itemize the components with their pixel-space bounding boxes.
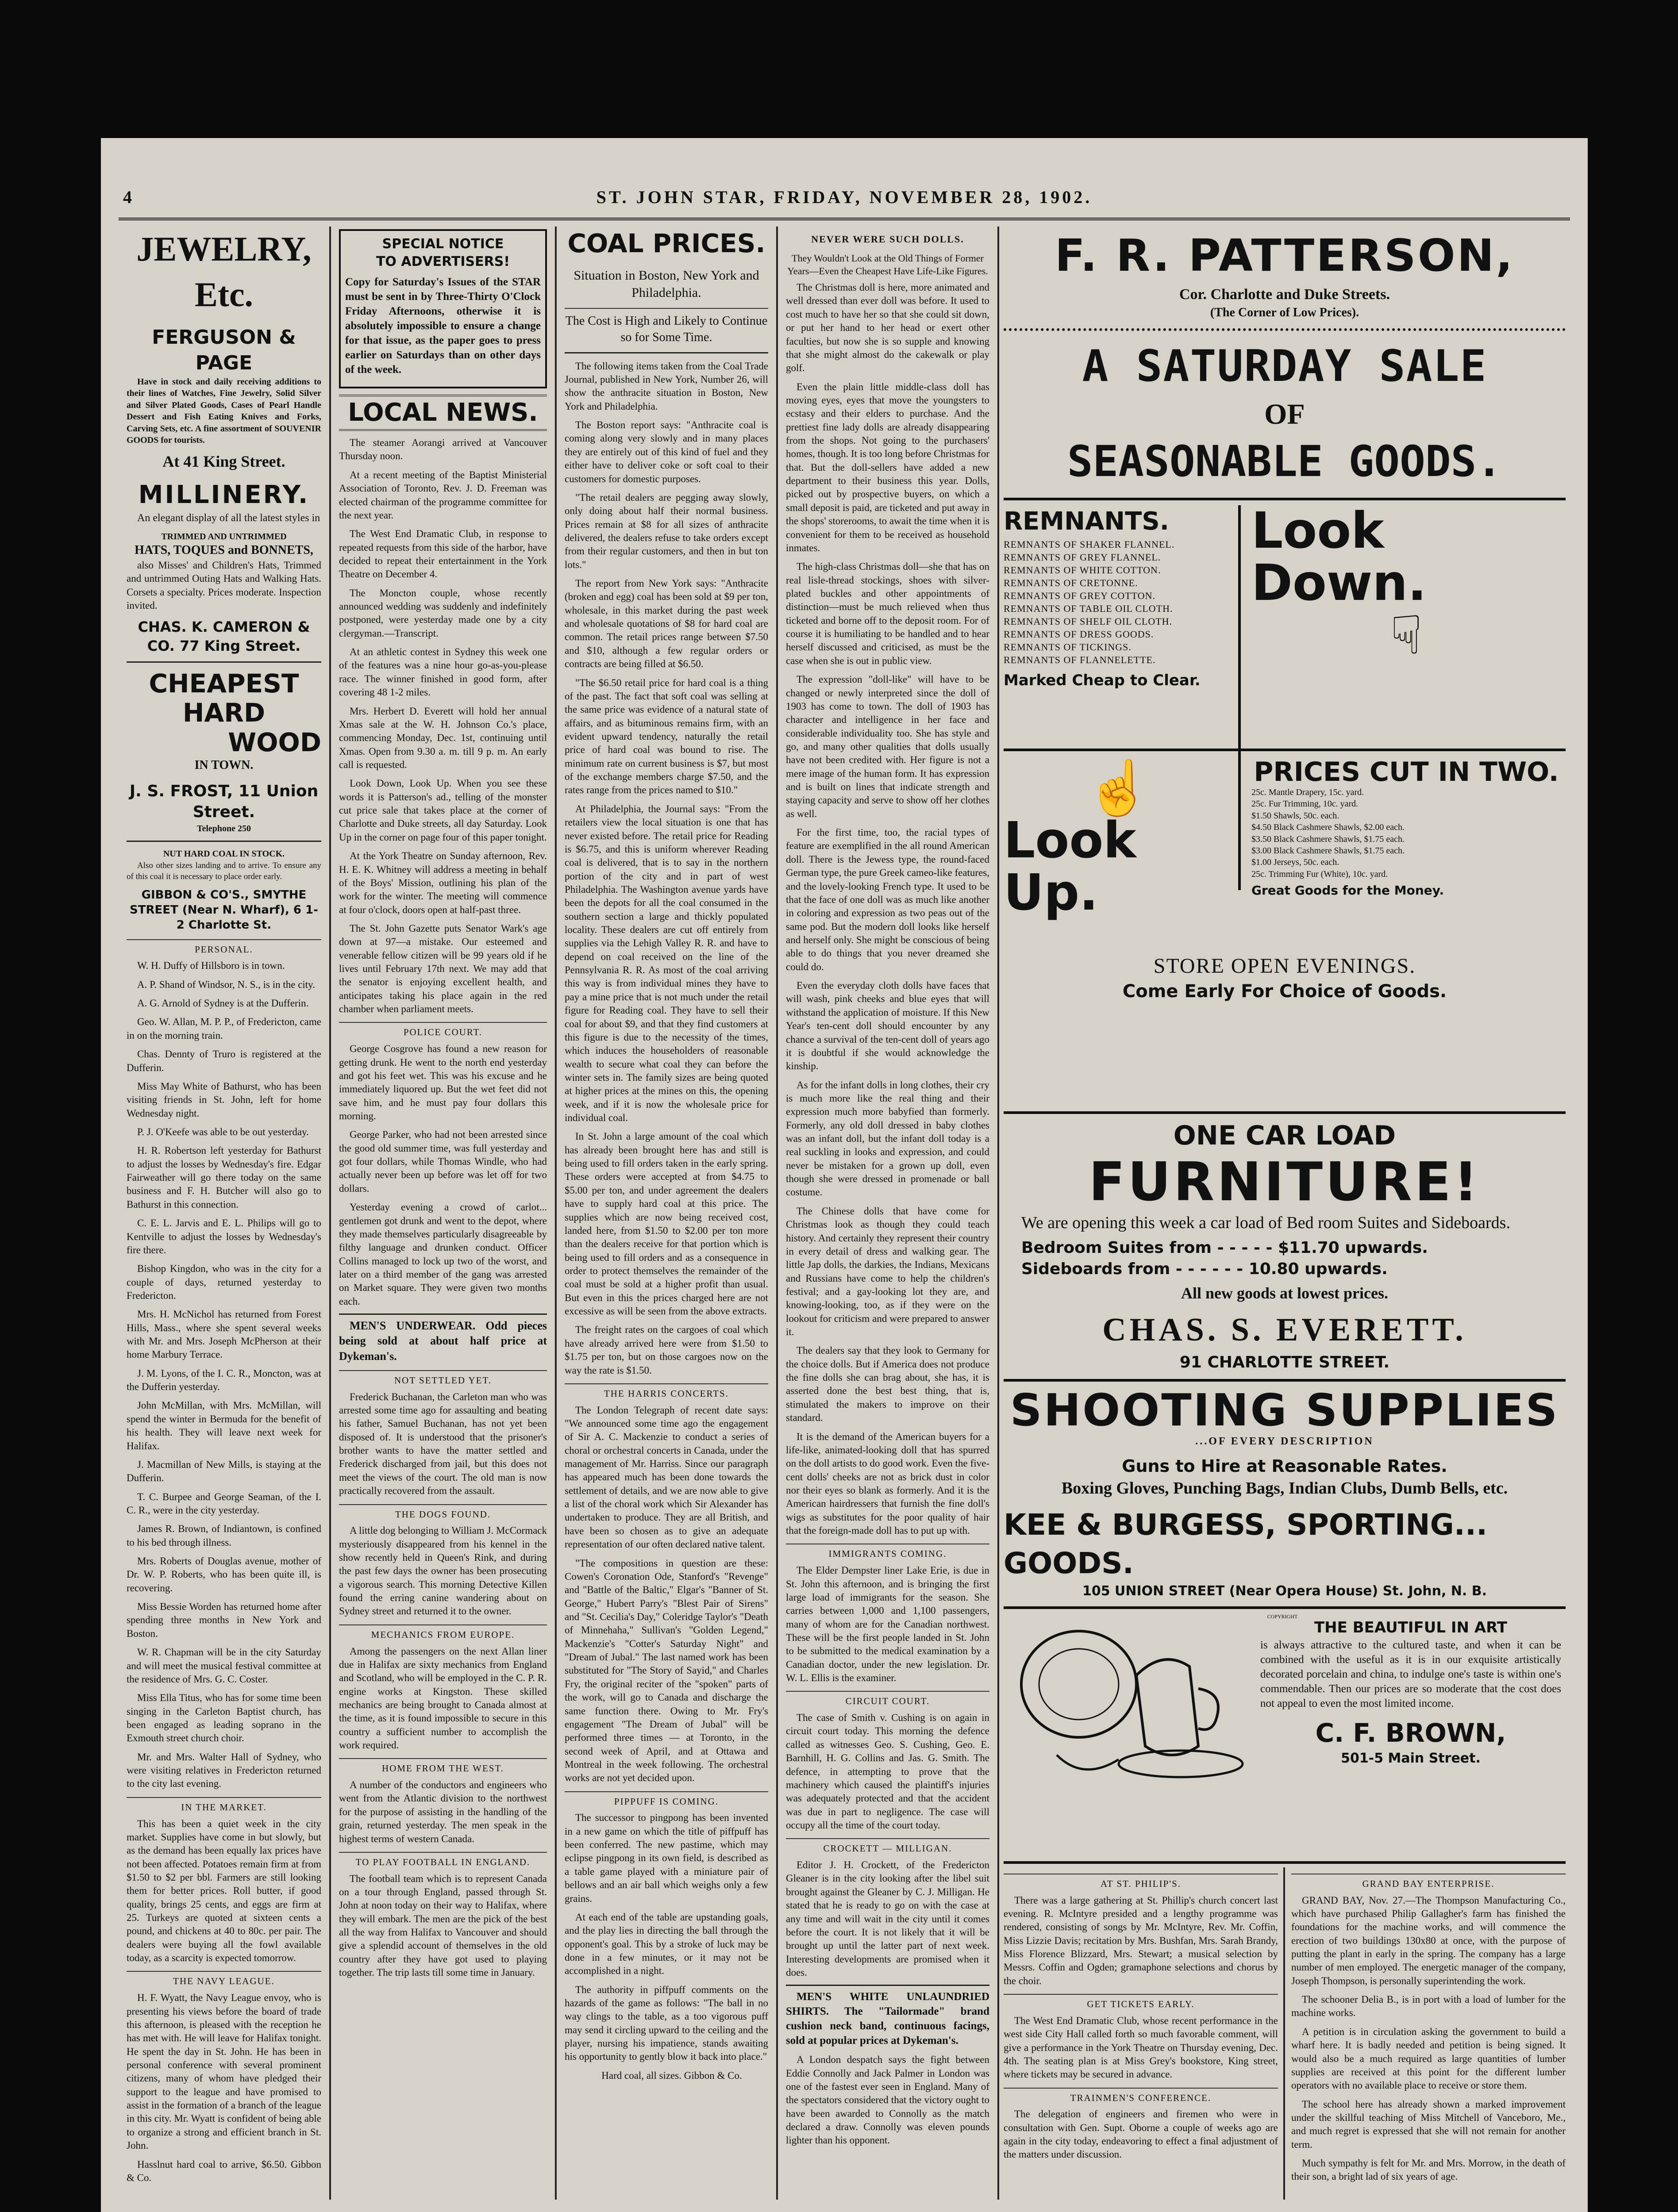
remnant-item: REMNANTS OF WHITE COTTON. <box>1004 564 1161 576</box>
coal-prices-sub-2: The Cost is High and Likely to Continue so for Some Time. <box>565 308 768 346</box>
personal-item: H. R. Robertson left yesterday for Bathurst to adjust the losses by Wednesday's fire. Edgar Fairweather will go there today on the same business and F. H. Butcher will also go to Bathurst in this connection. <box>127 1145 321 1210</box>
wood-ad-4: IN TOWN. <box>194 758 254 772</box>
kee-address: 105 UNION STREET (Near Opera House) St. John, N. B. <box>1082 1583 1487 1599</box>
personal-item: John McMillan, with Mrs. McMillan, will spend the winter in Bermuda for the benefit of his health. They will leave next week for Halifax. <box>127 1400 321 1452</box>
navy-heading: THE NAVY LEAGUE. <box>127 1971 321 1988</box>
local-item: Mrs. Herbert D. Everett will hold her annual Xmas sale at the W. H. Johnson Co.'s place, commencing Monday, Dec. 1st, continuing until Xmas. Open from 9.30 a. m. till 9 p. m. An early call is requested. <box>339 705 547 770</box>
pointing-hand-down-icon: ☟ <box>1390 606 1423 665</box>
special-notice-text: Copy for Saturday's Issues of the STAR must be sent in by Three-Thirty O'Clock Friday Afternoons, otherwise it is absolutely impossible to ensure a change for that issue, as the paper goes to press earlier on Saturdays than on other days of the week. <box>345 276 541 376</box>
jewelry-heading: JEWELRY, Etc. <box>136 230 312 314</box>
look-up-text: Look Up. <box>1004 812 1136 922</box>
look-down-block <box>1251 502 1561 665</box>
gibbon-small: Hasslnut hard coal to arrive, $6.50. Gibbon & Co. <box>127 2158 321 2183</box>
personal-item: Bishop Kingdon, who was in the city for a couple of days, returned yesterday to Fredericton. <box>127 1263 321 1301</box>
dolls-subheading: They Wouldn't Look at the Old Things of Former Years—Even the Cheapest Have Life-Like Figures. <box>787 253 988 277</box>
mechanics-heading: MECHANICS FROM EUROPE. <box>339 1624 547 1641</box>
kee-burgess: KEE & BURGESS, SPORTING... GOODS. <box>1004 1508 1488 1581</box>
personal-item: James R. Brown, of Indiantown, is confined to his bed through illness. <box>127 1523 321 1548</box>
remnants-block <box>1004 505 1234 691</box>
column-1 <box>119 227 331 2200</box>
remnant-item: REMNANTS OF GREY FLANNEL. <box>1004 551 1161 563</box>
prices-cut-heading: PRICES CUT IN TWO. <box>1254 757 1559 787</box>
dolls-paragraph: It is the demand of the American buyers for a life-like, animated-looking doll that has spurred on the doll artists to do good work. Even the five-cent dolls' cheeks are not as brick dust in color nor their eyes so blank as formerly. And it is the American hairdressers that furnish the fine doll's wigs as substitutes for the poor quality of hair that the foreign-made doll has to put up with. <box>786 1431 989 1536</box>
newspaper-page <box>101 138 1588 2212</box>
immigrants-text: The Elder Dempster liner Lake Erie, is due in St. John this afternoon, and is bringing the first large load of immigrants for the season. She carries between 1,000 and 1,100 passengers, many of whom are for the Canadian northwest. These will be the first people landed in St. John to be submitted to the medical examination by a Canadian doctor, under the new legislation. Dr. W. L. Ellis is the examiner. <box>786 1565 989 1684</box>
dolls-paragraph: The dealers say that they look to Germany for the choice dolls. But if America does not produce the fine dolls she can brag about, she has, it is asserted done the best best thing, that is, stimulated the makers to improve on their standard. <box>786 1345 989 1424</box>
copyright-mark: COPYRIGHT <box>1267 1613 1298 1620</box>
remnant-item: REMNANTS OF TABLE OIL CLOTH. <box>1004 603 1173 614</box>
shooting-sub: ...OF EVERY DESCRIPTION <box>1195 1436 1374 1448</box>
column-3 <box>557 227 778 2200</box>
car-load: ONE CAR LOAD <box>1173 1120 1396 1151</box>
dolls-paragraph: The expression "doll-like" will have to be changed or newly interpreted since the doll of 1903 has come to town. The doll of 1903 has character and intelligence in her face and considerable individuality too. She has style and go, and many other qualities that dolls usually have not been credited with. Her figure is not a mere image of the human form. It has expression and is built on lines that indicate strength and staying capacity and serve to show off her clothes as well. <box>786 674 989 819</box>
local-item: At a recent meeting of the Baptist Ministerial Association of Toronto, Rev. J. D. Freeman was elected chairman of the programme committee for the next year. <box>339 469 547 521</box>
police-item: Yesterday evening a crowd of carlot... gentlemen got drunk and went to the depot, where they made themselves particularly disagreeable by filthy language and drunken conduct. Officer Collins managed to lock up two of the worst, and later on a third member of the gang was arrested on Market square. They were given two months each. <box>339 1202 547 1307</box>
coal-paragraph: The freight rates on the cargoes of coal which have already arrived here were from $1.50 to $1.75 per ton, but on those cargoes now on the way the rate is $1.50. <box>565 1324 768 1376</box>
personal-item: Mrs. H. McNichol has returned from Forest Hills, Mass., where she spent several weeks with Mr. and Mrs. Joseph McPherson at their home Marbury Terrace. <box>127 1309 321 1360</box>
dolls-paragraph: The Chinese dolls that have come for Christmas look as though they could teach history. And certainly they represent their country in every detail of dress and walking gear. The little Jap dolls, the darkies, the Indians, Mexicans and Russians have come to help the children's festival; and a gay-looking lot they are, and knowing-looking, too, as if they were on the lookout for criticism and were prepared to answer it. <box>786 1205 989 1338</box>
wood-ad-3: WOOD <box>228 727 321 758</box>
price-item: $1.00 Jerseys, 50c. each. <box>1251 857 1339 868</box>
navy-text: H. F. Wyatt, the Navy League envoy, who is presenting his views before the board of trade this afternoon, is pleased with the reception he has met with. He will leave for Halifax tonight. He spent the day in St. John. He has been in personal conference with several prominent citizens, many of whom have pledged their support to the league and have promised to assist in the formation of a branch of the league in this city. Mr. Wyatt is confident of being able to organize a strong and efficient branch in St. John. <box>127 1992 321 2151</box>
grandbay-paragraph: A petition is in circulation asking the government to build a wharf here. It is badly needed and petition is being signed. It would also be a much required as large quantities of lumber supplies are received at this point for the different lumber operators with no available place to receive or store them. <box>1291 2026 1566 2091</box>
sale-line-2: OF <box>1264 398 1305 431</box>
philips-heading: AT ST. PHILIP'S. <box>1004 1874 1278 1890</box>
grandbay-paragraph: Much sympathy is felt for Mr. and Mrs. Morrow, in the death of their son, a bright lad of six years of age. <box>1291 2158 1566 2182</box>
personal-item: A. P. Shand of Windsor, N. S., is in the city. <box>137 979 315 990</box>
guns-hire: Guns to Hire at Reasonable Rates. <box>1122 1456 1447 1476</box>
china-teapot-icon <box>1004 1613 1251 1790</box>
pippuff-paragraph: The successor to pingpong has been invented in a new game on which the title of piffpuff has been conferred. The new pastime, which may eclipse pingpong in its own field, is described as a table game played with a miniature pair of bellows and an air ball which weighs only a few grains. <box>565 1812 768 1904</box>
patterson-subtitle: (The Corner of Low Prices). <box>1210 305 1359 319</box>
west-heading: HOME FROM THE WEST. <box>339 1758 547 1775</box>
remnants-list <box>1004 538 1234 666</box>
coal-paragraph: In St. John a large amount of the coal which has already been brought here has and still is being used to fill orders taken in the early spring. These orders were accepted at from $4.75 to $5.00 per ton, and under agreement the dealers have to supply hard coal at this price. The supplies which are now being received cost, landed here, from $1.50 to $2.00 per ton more than the dealers receive for that portion which is being used to fill orders and as a consequence in order to protect themselves the remainder of the coal must be sold at a higher profit than usual. But even in this the prices charged here are not excessive as will be seen from the above extracts. <box>565 1131 768 1317</box>
coal-paragraph: At Philadelphia, the Journal says: "From the retailers view the local situation is one that has never existed before. The retail price for Reading is $6.75, and this is uniform wherever Reading coal is delivered, that is to say in the northern portion of the city and in part of west Philadelphia. The Washington avenue yards have been the depots for all the coal consumed in the southern section a large and thickly populated locality. These dealers are cut off entirely from supplies via the Lehigh Valley R. R. and have to depend on coal received on the line of the Pennsylvania R. R. As most of the coal arriving this way is from individual mines they have to pay a mine price that is not much under the retail figure for Reading coal. They have to sell their coal for about $9, and that they find customers at this figure is due to the necessity of the times, which induces the householders of reasonable wealth to secure what coal they can before the winter sets in. The family sizes are being quoted at higher prices at the mines on this, the opening week, and if it is now the wholesale price for individual coal. <box>565 803 768 1124</box>
local-item: The West End Dramatic Club, in response to repeated requests from this side of the harbor, have decided to repeat their entertainment in the York Theatre on December 4. <box>339 528 547 580</box>
circuit-text: The case of Smith v. Cushing is on again in circuit court today. This morning the defence called as witnesses Geo. S. Cushing, Geo. E. Barnhill, H. G. Collins and Jas. G. Smith. The defence, in attempting to prove that the machinery which caused the plaintiff's injuries was adequately protected and that the accident was due in part to negligence. The case will occupy all the time of the court today. <box>786 1712 989 1831</box>
lowest-prices: All new goods at lowest prices. <box>1181 1284 1388 1302</box>
coal-text: Also other sizes landing and to arrive. To ensure any of this coal it is necessary to place order early. <box>127 860 321 881</box>
trainmen-heading: TRAINMEN'S CONFERENCE. <box>1004 2088 1278 2104</box>
prices-footer: Great Goods for the Money. <box>1251 883 1444 898</box>
west-text: A number of the conductors and engineers who went from the Atlantic division to the northwest for the purpose of assisting in the handling of the grain, returned yesterday. The men speak in the highest terms of western Canada. <box>339 1779 547 1844</box>
coal-paragraph: The Boston report says: "Anthracite coal is coming along very slowly and in many places they are entirely out of this kind of fuel and they either have to deliver coke or soft coal to their customers for domestic purposes. <box>565 419 768 484</box>
police-item: George Parker, who had not been arrested since the good old summer time, was full yesterday and got four dollars, while Thomas Windle, who had actually never been up before was let off for two dollars. <box>339 1129 547 1194</box>
patterson-name: F. R. PATTERSON, <box>1055 230 1515 281</box>
coal-paragraph: The following items taken from the Coal Trade Journal, published in New York, Number 26, will show the anthracite situation in Boston, New York and Philadelphia. <box>565 360 768 412</box>
football-heading: TO PLAY FOOTBALL IN ENGLAND. <box>339 1852 547 1869</box>
beautiful-heading: THE BEAUTIFUL IN ART <box>1314 1618 1507 1636</box>
beautiful-text: is always attractive to the cultured taste, and when it can be combined with the useful as it is in our exquisite artistically decorated porcelain and china, to indulge one's taste is within one's commendable. Then our prices are so moderate that the cost does not appeal to even the most limited income. <box>1260 1639 1561 1709</box>
coal-paragraph: The report from New York says: "Anthracite (broken and egg) coal has been sold at $9 per ton, wholesale, in this market during the past week and wholesale quotations of $8 for hard coal are common. The retail prices range between $7.50 and $10, although a few regular orders or contracts are being filled at $6.50. <box>565 578 768 670</box>
dolls-heading: NEVER WERE SUCH DOLLS. <box>811 234 964 245</box>
coal-paragraph: "The retail dealers are pegging away slowly, only doing about half their normal business. Prices remain at $8 for all sizes of anthracite delivered, the dealers refuse to take orders except from their regular customers, and then in but ton lots." <box>565 492 768 570</box>
millinery-trim: TRIMMED AND UNTRIMMED <box>161 531 287 541</box>
brown-ad <box>1004 1613 1566 1861</box>
remnant-item: REMNANTS OF SHELF OIL CLOTH. <box>1004 616 1173 627</box>
underwear-ad: MEN'S UNDERWEAR. Odd pieces being sold at about half price at Dykeman's. <box>339 1313 547 1364</box>
special-notice-2: TO ADVERTISERS! <box>376 253 510 269</box>
price-item: 25c. Trimming Fur (White), 10c. yard. <box>1251 869 1388 879</box>
furniture-ad <box>1004 1118 1566 1373</box>
pippuff-paragraph: The authority in piffpuff comments on the hazards of the game as follows: "The ball in no way clings to the table, as a too vigorous puff may send it circling upward to the ceiling and the player, nursing his impatience, stands awaiting his opportunity to gently blow it back into place." <box>565 1984 768 2062</box>
dolls-paragraph: For the first time, too, the racial types of feature are exemplified in the all round American doll. There is the Jewess type, the round-faced German type, the pure Greek cameo-like features, and the lovely-looking French type. It used to be that the face of one doll was as much like another in coloring and expression as two peas out of the same pod. But the modern doll looks like herself and herself only. She might be conscious of being able to do things that you never dreamed she could do. <box>786 827 989 972</box>
tickets-text: The West End Dramatic Club, whose recent performance in the west side City Hall called forth so much favorable comment, will give a performance in the York Theatre on Thursday evening, Dec. 4th. The seating plan is at Miss Grey's bookstore, King street, where tickets may be secured in advance. <box>1004 2015 1278 2080</box>
harris-paragraph: "The compositions in question are these: Cowen's Coronation Ode, Stanford's "Revenge" and "Battle of the Baltic," Elgar's "Banner of St. George," Hubert Parry's "Blest Pair of Sirens" and "St. Cecilia's Day," Coleridge Taylor's "Death of Minnehaha," Sullivan's "Golden Legend," Mackenzie's "Cotter's Saturday Night" and "Dream of Jubal." The last named work has been substituted for "The Story of Sayid," and Charles Fry, the original reciter of the "spoken" parts of the work, will go to Canada and discharge the same function there. Owing to Mr. Fry's engagement "The Dream of Jubal" will be performed three times — at Toronto, in the second week of April, and at Ottawa and Montreal in the week following. The orchestral works are not yet decided upon. <box>565 1557 768 1784</box>
remnant-item: REMNANTS OF FLANNELETTE. <box>1004 654 1156 666</box>
grandbay-heading: GRAND BAY ENTERPRISE. <box>1291 1874 1566 1890</box>
local-item: The steamer Aorangi arrived at Vancouver Thursday noon. <box>339 437 547 462</box>
local-item: The Moncton couple, whose recently announced wedding was suddenly and indefinitely postponed, were yesterday made one by a city clergyman.—Transcript. <box>339 587 547 639</box>
boxing-items: Boxing Gloves, Punching Bags, Indian Clubs, Dumb Bells, etc. <box>1061 1479 1508 1498</box>
personal-item: W. R. Chapman will be in the city Saturday and will meet the musical festival committee at the residence of Mrs. G. C. Coster. <box>127 1647 321 1685</box>
harris-heading: THE HARRIS CONCERTS. <box>565 1383 768 1400</box>
personal-item: C. E. L. Jarvis and E. L. Philips will go to Kentville to adjust the losses by Wednesday's fire there. <box>127 1217 321 1256</box>
shooting-heading: SHOOTING SUPPLIES <box>1010 1384 1559 1436</box>
dolls-paragraph: As for the infant dolls in long clothes, their cry is much more like the real thing and their expression much more babyfied than formerly. Formerly, any old doll dressed in baby clothes was an infant doll, but the infant doll today is a real suckling in looks and expression, and could never be mistaken for a grown up doll, even though she were dressed in promenade or ball costume. <box>786 1079 989 1198</box>
personal-item: P. J. O'Keefe was able to be out yesterday. <box>137 1126 309 1137</box>
millinery-intro: An elegant display of all the latest styles in <box>137 512 320 524</box>
ferguson-heading: FERGUSON & PAGE <box>152 326 296 374</box>
personal-item: Geo. W. Allan, M. P. P., of Fredericton, came in on the morning train. <box>127 1016 321 1041</box>
tickets-heading: GET TICKETS EARLY. <box>1004 1994 1278 2011</box>
column-2 <box>331 227 557 2200</box>
bottom-local-news <box>1004 1867 1566 2200</box>
coal-heading: NUT HARD COAL IN STOCK. <box>163 849 285 859</box>
masthead <box>119 187 1570 220</box>
not-settled-text: Frederick Buchanan, the Carleton man who was arrested some time ago for assaulting and beating his father, Samuel Buchanan, has not yet been disposed of. It is understood that the prisoner's brother wants to have the matter settled and Frederick discharged from jail, but this does not meet the views of the court. The old man is now practically recovered from the assault. <box>339 1391 547 1497</box>
furniture-text: We are opening this week a car load of Bed room Suites and Sideboards. <box>1021 1214 1510 1233</box>
gibbon-ad: GIBBON & CO'S., SMYTHE STREET (Near N. Wharf), 6 1-2 Charlotte St. <box>130 888 318 932</box>
price-item: $4.50 Black Cashmere Shawls, $2.00 each. <box>1251 822 1405 833</box>
everett-address: 91 CHARLOTTE STREET. <box>1179 1353 1390 1371</box>
price-item: $3.50 Black Cashmere Shawls, $1.75 each. <box>1251 834 1405 844</box>
local-news-heading: LOCAL NEWS. <box>339 395 547 431</box>
wood-ad-2: HARD <box>182 698 266 728</box>
frost-ad: J. S. FROST, 11 Union Street. <box>129 782 319 822</box>
market-text: This has been a quiet week in the city market. Supplies have come in but slowly, but as the demand has been equally lax prices have not been affected. Potatoes remain firm at from $1.50 to $2 per bbl. Farmers are still looking them for better prices. Roll butter, if good quality, brings 25 cents, and eggs are firm at 25. Turkeys are quoted at sixteen cents a pound, and chickens at 40 to 80c. per pair. The dealers were buying all the fowl available today, as a scarcity is expected tomorrow. <box>127 1818 321 1964</box>
pippuff-paragraph: At each end of the table are upstanding goals, and the play lies in directing the ball through the opponent's goal. This by a stroke of luck may be done in a few minutes, or it may not be accomplished in a night. <box>565 1911 768 1977</box>
personal-item: J. Macmillan of New Mills, is staying at the Dufferin. <box>127 1459 321 1484</box>
cameron-ad: CHAS. K. CAMERON & CO. 77 King Street. <box>138 618 310 654</box>
everett-name: CHAS. S. EVERETT. <box>1102 1311 1467 1348</box>
football-text: The football team which is to represent Canada on a tour through England, passed through St. John at noon today on their way to Halifax, where they will embark. The men are the pick of the best all the way from Halifax to Vancouver and should give a splendid account of themselves in the old country after they have got used to playing together. The trip lasts till some time in January. <box>339 1873 547 1978</box>
prices-list <box>1251 787 1561 880</box>
look-up-block <box>1004 759 1234 922</box>
crockett-heading: CROCKETT — MILLIGAN. <box>786 1838 989 1855</box>
local-item: The St. John Gazette puts Senator Wark's age down at 97—a mistake. Our esteemed and venerable fellow citizen will be 99 years old if he lives until February 17th next. We may add that the senator is enjoying excellent health, and anticipates taking his place again in the red chamber when parliament meets. <box>339 922 547 1015</box>
dolls-paragraph: Even the plain little middle-class doll has moving eyes, eyes that move the youngsters to ecstasy and their elders to purchase. And the prettiest fine lady dolls are already disappearing from the shops. Not going to the purchasers' homes, though. It is too long before Christmas for that. But the doll-sellers have added a new department to their business this year. Dolls, picked out by prospective buyers, on which a small deposit is paid, are ticketed and put away in the shops' storerooms, to await the time when it is convenient for them to be received as household inmates. <box>786 381 989 553</box>
pippuff-heading: PIPPUFF IS COMING. <box>565 1791 768 1808</box>
trainmen-text: The delegation of engineers and firemen who were in consultation with Gen. Supt. Oborne a couple of weeks ago are again in the city today, endeavoring to effect a final adjustment of the matters under discussion. <box>1004 2108 1278 2160</box>
column-4 <box>778 227 999 2200</box>
coal-prices-sub-1: Situation in Boston, New York and Philadelphia. <box>573 268 759 300</box>
dolls-paragraph: Even the everyday cloth dolls have faces that will wash, pink cheeks and blue eyes that will withstand the application of moisture. If this New Year's ten-cent doll should encounter by any chance a survival of the ten-cent doll of years ago it is doubtful if she would acknowledge the kinship. <box>786 980 989 1072</box>
price-item: $1.50 Shawls, 50c. each. <box>1251 810 1339 821</box>
market-heading: IN THE MARKET. <box>127 1797 321 1814</box>
remnants-heading: REMNANTS. <box>1004 507 1169 536</box>
price-item: 25c. Mantle Drapery, 15c. yard. <box>1251 787 1364 797</box>
coal-prices-heading: COAL PRICES. <box>567 228 766 258</box>
personal-item: Mrs. Roberts of Douglas avenue, mother of Dr. W. P. Roberts, who has been quite ill, is recovering. <box>127 1555 321 1594</box>
personal-heading: PERSONAL. <box>127 939 321 956</box>
remnant-item: REMNANTS OF DRESS GOODS. <box>1004 629 1154 640</box>
millinery-heading: MILLINERY. <box>138 480 310 509</box>
remnant-item: REMNANTS OF GREY COTTON. <box>1004 590 1156 602</box>
store-hours <box>1004 952 1566 1003</box>
frost-tel: Telephone 250 <box>196 823 251 833</box>
remnant-item: REMNANTS OF CRETONNE. <box>1004 577 1138 588</box>
dolls-paragraph: The high-class Christmas doll—she that has on real lisle-thread stockings, shoes with silver-plated buckles and other appointments of distinction—must be much relieved when thus ticketed and borne off to the deposit room. For of course it is humiliating to be handled and to hear herself discussed and criticised, as must be the case when she is out in public view. <box>786 561 989 666</box>
personal-item: Miss Bessie Worden has returned home after spending three months in New York and Boston. <box>127 1601 321 1639</box>
local-item: At an athletic contest in Sydney this week one of the features was a nine hour go-as-you-please race. The winner finished in good form, after covering 48 1-2 miles. <box>339 646 547 698</box>
pointing-hand-up-icon: ☝ <box>1085 759 1152 818</box>
price-item: 25c. Fur Trimming, 10c. yard. <box>1251 799 1359 809</box>
london-text: A London despatch says the fight between Eddie Connolly and Jack Palmer in London was one of the fastest ever seen in England. Many of the spectators considered that the victory ought to have been awarded to Connolly as the match declared a draw. Connolly was eleven pounds lighter than his opponent. <box>786 2054 989 2146</box>
crockett-text: Editor J. H. Crockett, of the Fredericton Gleaner is in the city looking after the libel suit brought against the Gleaner by C. J. Milligan. He stated that he is ready to go on with the case at any time and will wait in the city until it comes before the court. It is not likely that it will be brought up until the latter part of next week. Interesting developments are promised when it does. <box>786 1859 989 1978</box>
grandbay-paragraph: The schooner Delia B., is in port with a load of lumber for the machine works. <box>1291 1994 1566 2019</box>
local-item: At the York Theatre on Sunday afternoon, Rev. H. E. K. Whitney will address a meeting in behalf of the Boys' Mission, outlining his plan of the work for the winter. The meeting will commence at four o'clock, doors open at half-past three. <box>339 850 547 915</box>
police-item: George Cosgrove has found a new reason for getting drunk. He went to the north end yesterday and got his feet wet. This was his excuse and he immediately liquored up. But the wet feet did not save him, and he must pay four dollars this morning. <box>339 1043 547 1121</box>
harris-paragraph: The London Telegraph of recent date says: "We announced some time ago the engagement of Sir A. C. Mackenzie to conduct a series of choral or orchestral concerts in Canada, under the management of Mr. Harriss. Since our paragraph has appeared much has been done towards the settlement of details, and we are now able to give a list of the choral work which Sir Alexander has undertaken to produce. They are all British, and have been so chosen as to give an adequate representation of our often declared native talent. <box>565 1404 768 1550</box>
dolls-paragraph: The Christmas doll is here, more animated and well dressed than ever doll was before. It used to cost much to have her so that she could sit down, or put her hand to her head or exert other faculties, but now she is so supple and knowing that she might almost do the cakewalk or play golf. <box>786 282 989 374</box>
special-notice-box <box>339 229 547 388</box>
column-5 <box>999 227 1570 2200</box>
special-notice-1: SPECIAL NOTICE <box>382 236 504 252</box>
patterson-address: Cor. Charlotte and Duke Streets. <box>1179 286 1390 303</box>
circuit-heading: CIRCUIT COURT. <box>786 1691 989 1708</box>
personal-item: W. H. Duffy of Hillsboro is in town. <box>137 960 285 972</box>
philips-text: There was a large gathering at St. Phillip's church concert last evening. R. McIntyre presided and a lengthy programme was rendered, consisting of songs by Mr. McIntyre, Rev. Mr. Coffin, Miss Lizzie Davis; recitation by Mrs. Bushfan, Mrs. Sarah Brandy, Miss Florence Blizzard, Mrs. Stewart; a musical selection by Messrs. Coffin and Ogden; gramaphone selections and chorus by the choir. <box>1004 1894 1278 1986</box>
personal-item: T. C. Burpee and George Seaman, of the I. C. R., were in the city yesterday. <box>127 1491 321 1516</box>
look-down-text: Look Down. <box>1251 502 1427 612</box>
not-settled-heading: NOT SETTLED YET. <box>339 1370 547 1387</box>
personal-item: Miss Ella Titus, who has for some time been singing in the Carleton Baptist church, has been engaged as leading soprano in the Exmouth street church choir. <box>127 1692 321 1744</box>
store-evenings: STORE OPEN EVENINGS. <box>1153 954 1416 978</box>
ferguson-address: At 41 King Street. <box>162 453 285 471</box>
police-heading: POLICE COURT. <box>339 1022 547 1039</box>
patterson-ad <box>1004 227 1566 1111</box>
brown-name: C. F. BROWN, <box>1315 1717 1506 1748</box>
page-number: 4 <box>123 187 135 207</box>
personal-item: Chas. Dennty of Truro is registered at the Dufferin. <box>127 1048 321 1073</box>
grandbay-paragraph: GRAND BAY, Nov. 27.—The Thompson Manufacturing Co., which have purchased Philip Gallagher's farm has finished the foundations for the machine works, and will commence the erection of two buildings 130x80 at once, with the purpose of putting the plant in early in the spring. The company has a large number of men employed. The energetic manager of the company, Joseph Thompson, is personally superintending the work. <box>1291 1894 1566 1986</box>
millinery-text: also Misses' and Children's Hats, Trimmed and untrimmed Outing Hats and Walking Hats. Corsets a specialty. Prices moderate. Inspection invited. <box>127 559 321 611</box>
gibbon-small-3: Hard coal, all sizes. Gibbon & Co. <box>601 2070 742 2081</box>
coal-paragraph: "The $6.50 retail price for hard coal is a thing of the past. The fact that soft coal was selling at the same price was evidence of a natural state of affairs, and as bituminous remains firm, with an evident upward tendency, naturally the retail price of hard coal was bound to rise. The minimum rate on current business is $7, but most of the exchange members charge $7.50, and the rates range from the prices named to $10." <box>565 677 768 796</box>
sideboards-price: Sideboards from - - - - - - 10.80 upwards. <box>1021 1260 1388 1278</box>
dogs-heading: THE DOGS FOUND. <box>339 1504 547 1521</box>
remnant-item: REMNANTS OF SHAKER FLANNEL. <box>1004 538 1175 550</box>
grandbay-paragraph: The school here has already shown a marked improvement under the skillful teaching of Miss Mitchell of Vanceboro, Me., and much regret is expressed that she will not remain for another term. <box>1291 2098 1566 2150</box>
wood-ad-1: CHEAPEST <box>149 668 299 699</box>
mechanics-text: Among the passengers on the next Allan liner due in Halifax are sixty mechanics from England and Scotland, who will be employed in the C. P. R. engine works at Kingston. These skilled mechanics are being brought to Canada almost at the time, as it is found impossible to secure in this country a sufficient number to accomplish the work required. <box>339 1645 547 1751</box>
masthead-title: ST. JOHN STAR, FRIDAY, NOVEMBER 28, 1902. <box>596 187 1093 207</box>
local-item: Look Down, Look Up. When you see these words it is Patterson's ad., telling of the monster cut price sale that takes place at the corner of Charlotte and Duke streets, all day Saturday. Look Up in the corner on page four of this paper tonight. <box>339 778 547 843</box>
sale-line-3: SEASONABLE GOODS. <box>1067 437 1502 487</box>
personal-item: Mr. and Mrs. Walter Hall of Sydney, who were visiting relatives in Fredericton returned to the city last evening. <box>127 1751 321 1790</box>
brown-address: 501-5 Main Street. <box>1341 1751 1481 1767</box>
remnants-footer: Marked Cheap to Clear. <box>1004 672 1201 690</box>
ferguson-text: Have in stock and daily receiving additions to their lines of Watches, Fine Jewelry, Solid Silver and Silver Plated Goods, Cases of Pearl Handle Dessert and Fish Eating Knives and Forks, Carving Sets, etc. A fine assortment of SOUVENIR GOODS for tourists. <box>127 377 321 445</box>
sale-line-1: A SATURDAY SALE <box>1082 341 1487 392</box>
millinery-hats: HATS, TOQUES and BONNETS, <box>135 543 313 557</box>
shooting-ad <box>1004 1386 1566 1600</box>
price-item: $3.00 Black Cashmere Shawls, $1.75 each. <box>1251 845 1405 856</box>
remnant-item: REMNANTS OF TICKINGS. <box>1004 641 1131 653</box>
personal-item: Miss May White of Bathurst, who has been visiting friends in St. John, left for home Wednesday night. <box>127 1080 321 1119</box>
personal-item: J. M. Lyons, of the I. C. R., Moncton, was at the Dufferin yesterday. <box>127 1367 321 1393</box>
come-early: Come Early For Choice of Goods. <box>1122 981 1447 1002</box>
shirts-ad: MEN'S WHITE UNLAUNDRIED SHIRTS. The "Tailormade" brand cushion neck band, continuous facings, sold at popular prices at Dykeman's. <box>786 1985 989 2048</box>
bedroom-price: Bedroom Suites from - - - - - $11.70 upwards. <box>1021 1239 1428 1257</box>
immigrants-heading: IMMIGRANTS COMING. <box>786 1544 989 1560</box>
personal-item: A. G. Arnold of Sydney is at the Dufferin. <box>137 998 309 1009</box>
dogs-text: A little dog belonging to William J. McCormack mysteriously disappeared from his kennel in the show recently held in Queen's Rink, and during the past few days the owner has been prosecuting a vigorous search. This morning Detective Killen found the erring canine wandering about on Sydney street and returned it to the owner. <box>339 1525 547 1617</box>
prices-cut-block <box>1251 757 1561 899</box>
furniture-heading: FURNITURE! <box>1089 1152 1481 1214</box>
